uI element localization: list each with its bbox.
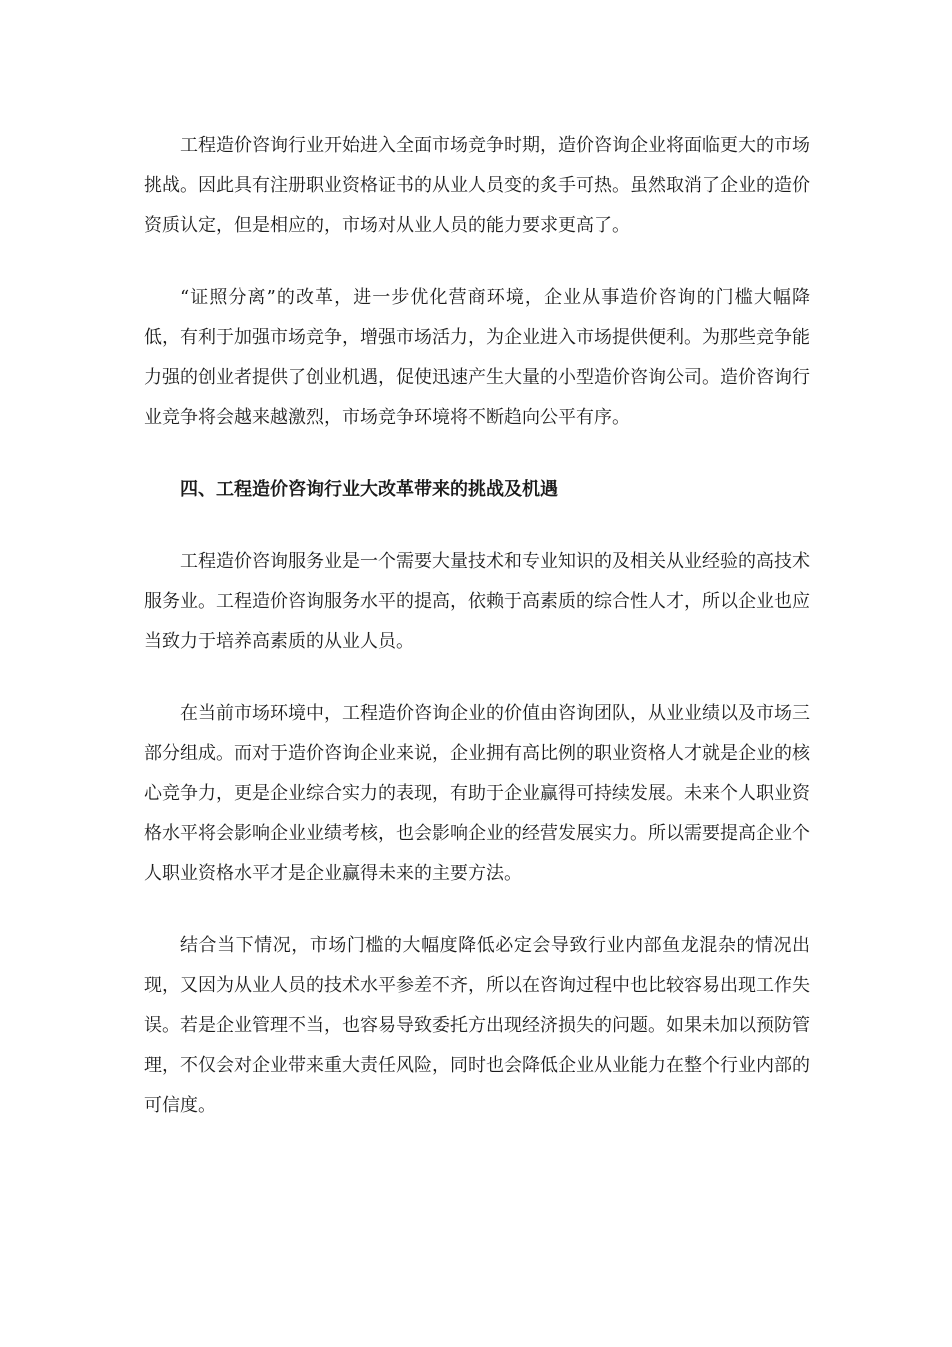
paragraph-enterprise-value: 在当前市场环境中，工程造价咨询企业的价值由咨询团队，从业业绩以及市场三部分组成。而对于造价咨询企业来说，企业拥有高比例的职业资格人才就是企业的核心竞争力，更是企业综合实力的表现，有助于企业赢得可持续发展。未来个人职业资格水平将会影响企业业绩考核，也会影响企业的经营发展实力。所以需要提高企业个人职业资格水平才是企业赢得未来的主要方法。 bbox=[144, 703, 810, 884]
paragraph-risk: 结合当下情况，市场门槛的大幅度降低必定会导致行业内部鱼龙混杂的情况出现，又因为从业人员的技术水平参差不齐，所以在咨询过程中也比较容易出现工作失误。若是企业管理不当，也容易导致委托方出现经济损失的问题。如果未加以预防管理，不仅会对企业带来重大责任风险，同时也会降低企业从业能力在整个行业内部的可信度。 bbox=[144, 935, 810, 1116]
paragraph-spacer bbox=[144, 894, 810, 926]
paragraph-spacer bbox=[144, 662, 810, 694]
section-heading: 四、工程造价咨询行业大改革带来的挑战及机遇 bbox=[180, 479, 558, 500]
paragraph-license-reform: “证照分离”的改革，进一步优化营商环境，企业从事造价咨询的门槛大幅降低，有利于加强市场竞争，增强市场活力，为企业进入市场提供便利。为那些竞争能力强的创业者提供了创业机遇，促使迅速产生大量的小型造价咨询公司。造价咨询行业竞争将会越来越激烈，市场竞争环境将不断趋向公平有序。 bbox=[144, 287, 810, 428]
paragraph-talent: 工程造价咨询服务业是一个需要大量技术和专业知识的及相关从业经验的高技术服务业。工程造价咨询服务水平的提高，依赖于高素质的综合性人才，所以企业也应当致力于培养高素质的从业人员。 bbox=[144, 551, 810, 652]
document-page bbox=[144, 126, 810, 1126]
paragraph-spacer bbox=[144, 438, 810, 470]
paragraph-spacer bbox=[144, 246, 810, 278]
paragraph-market-competition: 工程造价咨询行业开始进入全面市场竞争时期，造价咨询企业将面临更大的市场挑战。因此具有注册职业资格证书的从业人员变的炙手可热。虽然取消了企业的造价资质认定，但是相应的，市场对从业人员的能力要求更高了。 bbox=[144, 135, 810, 236]
paragraph-spacer bbox=[144, 510, 810, 542]
